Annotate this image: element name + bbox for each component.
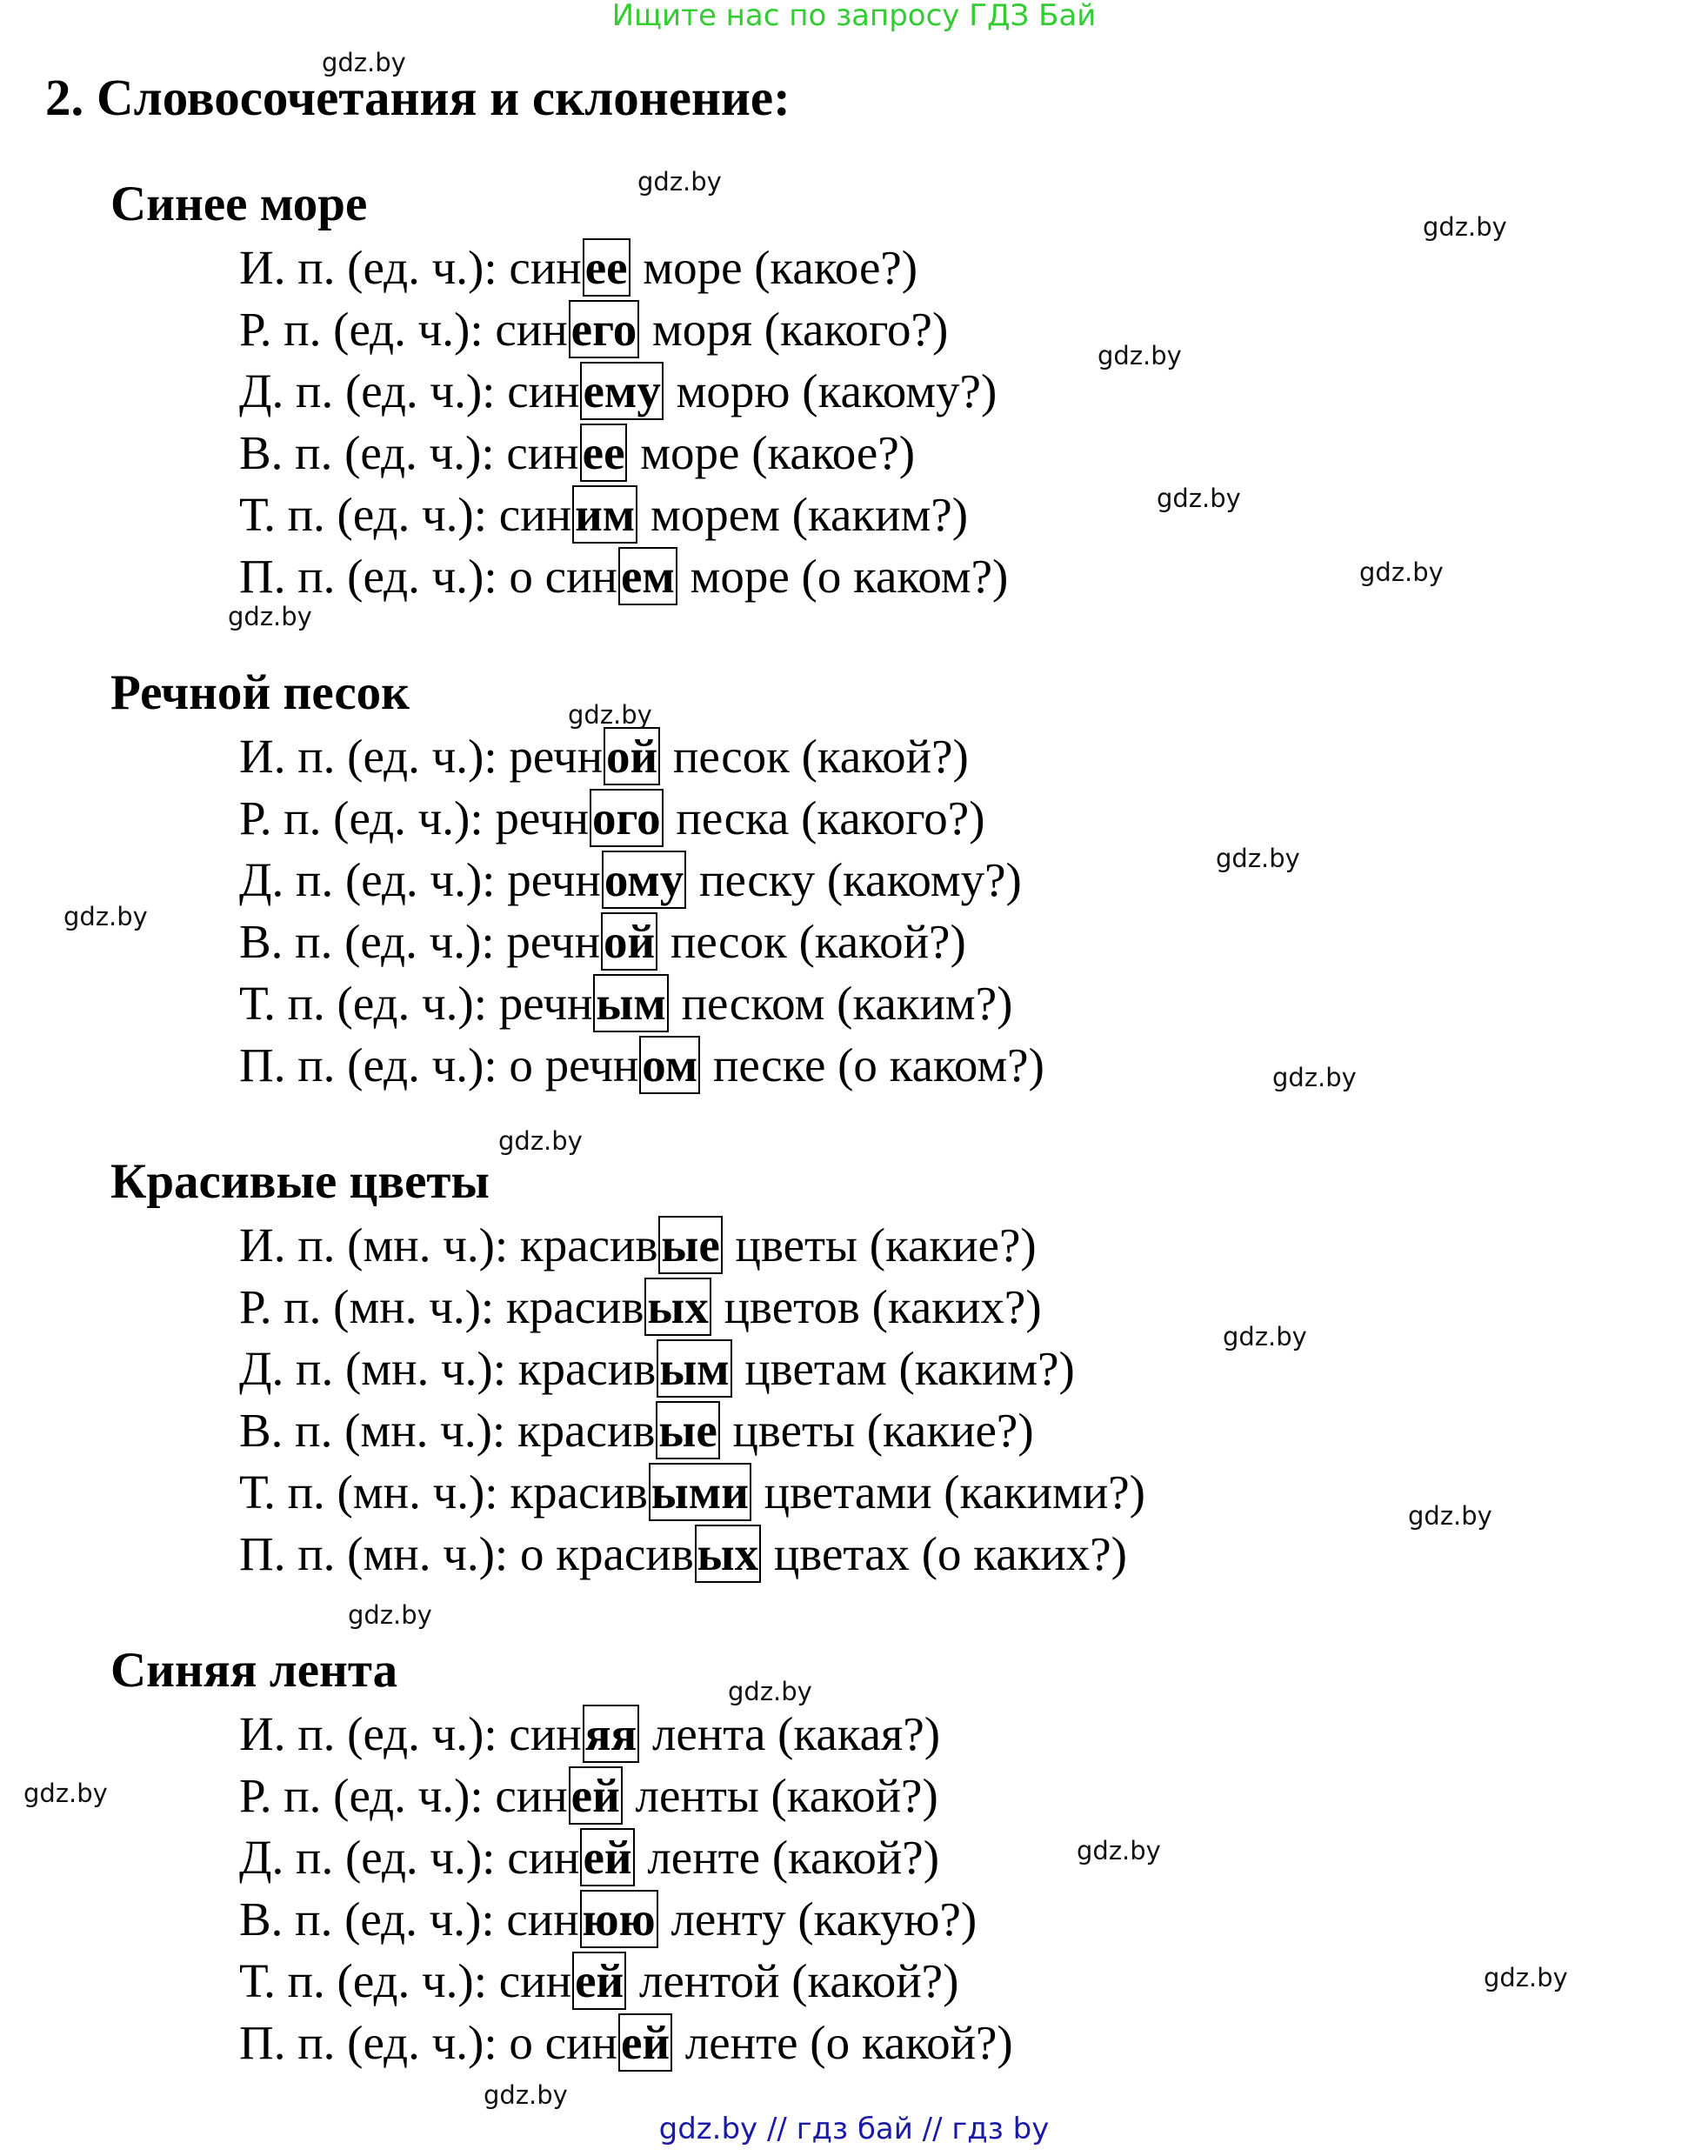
noun-question: цветами (какими?) xyxy=(764,1465,1145,1519)
highlighted-ending: ей xyxy=(572,1952,626,2010)
declension-row xyxy=(239,851,1022,909)
noun-question: песку (какому?) xyxy=(699,853,1022,906)
word-stem: красив xyxy=(505,1280,644,1333)
case-label: П. п. (ед. ч.): xyxy=(239,1038,497,1091)
case-label: Р. п. (мн. ч.): xyxy=(239,1280,495,1333)
case-label: И. п. (ед. ч.): xyxy=(239,730,497,783)
declension-row xyxy=(239,1890,977,1948)
word-stem: о речн xyxy=(509,1038,639,1091)
case-label: И. п. (мн. ч.): xyxy=(239,1218,509,1272)
watermark: gdz.by xyxy=(1408,1501,1492,1531)
watermark: gdz.by xyxy=(1098,341,1182,370)
declension-row xyxy=(239,1525,1127,1583)
highlighted-ending: ым xyxy=(593,974,668,1032)
case-label: Д. п. (ед. ч.): xyxy=(239,364,496,417)
case-label: В. п. (ед. ч.): xyxy=(239,1892,495,1946)
case-label: И. п. (ед. ч.): xyxy=(239,1707,497,1760)
word-stem: син xyxy=(495,1769,568,1822)
page-title: 2. Словосочетания и склонение: xyxy=(45,69,791,126)
case-label: И. п. (ед. ч.): xyxy=(239,241,497,294)
case-label: Д. п. (мн. ч.): xyxy=(239,1342,507,1395)
watermark: gdz.by xyxy=(1157,484,1241,513)
word-stem: речн xyxy=(506,915,601,968)
case-label: Т. п. (ед. ч.): xyxy=(239,977,488,1030)
declension-row xyxy=(239,485,968,544)
highlighted-ending: ей xyxy=(569,1766,623,1825)
watermark: gdz.by xyxy=(1484,1963,1568,1992)
case-label: В. п. (ед. ч.): xyxy=(239,915,495,968)
watermark: gdz.by xyxy=(1359,557,1444,587)
declension-row xyxy=(239,547,1008,605)
highlighted-ending: ого xyxy=(590,789,664,847)
word-stem: син xyxy=(509,1707,582,1760)
case-label: В. п. (ед. ч.): xyxy=(239,426,495,479)
watermark: gdz.by xyxy=(63,902,148,931)
case-label: П. п. (ед. ч.): xyxy=(239,550,497,603)
noun-question: песок (какой?) xyxy=(673,730,969,783)
word-stem: речн xyxy=(495,791,590,844)
highlighted-ending: ой xyxy=(604,727,660,785)
noun-question: море (какое?) xyxy=(643,241,918,294)
highlighted-ending: ому xyxy=(602,851,686,909)
noun-question: цветам (каким?) xyxy=(744,1342,1075,1395)
declension-row xyxy=(239,789,985,847)
highlighted-ending: ые xyxy=(658,1216,722,1274)
footer-links: gdz.by // гдз бай // гдз by xyxy=(658,2112,1050,2146)
highlighted-ending: ом xyxy=(639,1036,700,1094)
declension-row xyxy=(239,974,1012,1032)
noun-question: ленте (о какой?) xyxy=(684,2016,1013,2069)
section-heading: Синяя лента xyxy=(110,1643,398,1698)
case-label: Т. п. (ед. ч.): xyxy=(239,1954,488,2007)
declension-row xyxy=(239,1766,938,1825)
watermark: gdz.by xyxy=(1223,1322,1307,1352)
highlighted-ending: ее xyxy=(580,424,628,482)
highlighted-ending: ые xyxy=(656,1401,719,1459)
case-label: Р. п. (ед. ч.): xyxy=(239,303,484,356)
highlighted-ending: ых xyxy=(644,1278,711,1336)
noun-question: цветы (какие?) xyxy=(732,1404,1034,1457)
declension-row xyxy=(239,727,969,785)
highlighted-ending: ыми xyxy=(649,1463,751,1521)
noun-question: море (о каком?) xyxy=(690,550,1009,603)
case-label: Д. п. (ед. ч.): xyxy=(239,1831,496,1884)
declension-row xyxy=(239,1463,1145,1521)
highlighted-ending: яя xyxy=(583,1705,640,1763)
word-stem: син xyxy=(498,488,572,541)
word-stem: о син xyxy=(509,550,617,603)
highlighted-ending: им xyxy=(572,485,637,544)
case-label: П. п. (мн. ч.): xyxy=(239,1527,509,1580)
noun-question: морем (каким?) xyxy=(650,488,969,541)
section-heading: Синее море xyxy=(110,177,368,231)
watermark: gdz.by xyxy=(484,2080,568,2110)
case-label: Т. п. (мн. ч.): xyxy=(239,1465,498,1519)
declension-row xyxy=(239,1705,940,1763)
section-heading: Красивые цветы xyxy=(110,1154,490,1209)
highlighted-ending: его xyxy=(569,300,640,358)
declension-row xyxy=(239,912,966,971)
declension-row xyxy=(239,424,915,482)
watermark: gdz.by xyxy=(637,167,722,197)
watermark: gdz.by xyxy=(322,48,406,77)
word-stem: син xyxy=(509,241,582,294)
noun-question: цветов (каких?) xyxy=(724,1280,1042,1333)
word-stem: син xyxy=(506,1892,579,1946)
declension-row xyxy=(239,1401,1034,1459)
word-stem: красив xyxy=(519,1218,658,1272)
noun-question: ленты (какой?) xyxy=(635,1769,938,1822)
noun-question: песок (какой?) xyxy=(670,915,966,968)
declension-row xyxy=(239,1828,939,1886)
word-stem: речн xyxy=(498,977,593,1030)
watermark: gdz.by xyxy=(348,1600,432,1630)
noun-question: морю (какому?) xyxy=(676,364,997,417)
watermark: gdz.by xyxy=(1423,212,1507,242)
highlighted-ending: ем xyxy=(618,547,677,605)
watermark: gdz.by xyxy=(498,1126,583,1156)
word-stem: син xyxy=(498,1954,572,2007)
declension-row xyxy=(239,300,948,358)
watermark: gdz.by xyxy=(1077,1836,1161,1866)
declension-row xyxy=(239,1952,958,2010)
word-stem: син xyxy=(495,303,568,356)
watermark: gdz.by xyxy=(228,602,312,631)
highlighted-ending: ее xyxy=(583,238,630,297)
declension-row xyxy=(239,2013,1013,2072)
word-stem: син xyxy=(507,1831,580,1884)
declension-row xyxy=(239,1036,1044,1094)
watermark: gdz.by xyxy=(568,700,652,730)
word-stem: речн xyxy=(507,853,601,906)
highlighted-ending: юю xyxy=(580,1890,658,1948)
declension-row xyxy=(239,238,917,297)
word-stem: красив xyxy=(517,1342,657,1395)
case-label: П. п. (ед. ч.): xyxy=(239,2016,497,2069)
word-stem: красив xyxy=(510,1465,648,1519)
declension-row xyxy=(239,362,997,420)
word-stem: речн xyxy=(509,730,604,783)
noun-question: песком (каким?) xyxy=(681,977,1013,1030)
noun-question: цветы (какие?) xyxy=(735,1218,1037,1272)
noun-question: ленте (какой?) xyxy=(647,1831,940,1884)
noun-question: песка (какого?) xyxy=(676,791,985,844)
section-heading: Речной песок xyxy=(110,665,410,720)
watermark: gdz.by xyxy=(728,1677,812,1706)
highlighted-ending: ей xyxy=(580,1828,634,1886)
highlighted-ending: ых xyxy=(695,1525,761,1583)
word-stem: красив xyxy=(517,1404,656,1457)
noun-question: моря (какого?) xyxy=(651,303,949,356)
case-label: Р. п. (ед. ч.): xyxy=(239,791,484,844)
noun-question: лента (какая?) xyxy=(651,1707,941,1760)
noun-question: песке (о каком?) xyxy=(712,1038,1044,1091)
case-label: В. п. (мн. ч.): xyxy=(239,1404,506,1457)
case-label: Т. п. (ед. ч.): xyxy=(239,488,488,541)
declension-row xyxy=(239,1278,1042,1336)
case-label: Д. п. (ед. ч.): xyxy=(239,853,496,906)
highlighted-ending: ым xyxy=(657,1339,731,1398)
highlighted-ending: ему xyxy=(580,362,663,420)
watermark: gdz.by xyxy=(23,1779,108,1808)
word-stem: син xyxy=(506,426,579,479)
word-stem: син xyxy=(507,364,580,417)
highlighted-ending: ой xyxy=(601,912,657,971)
word-stem: о красив xyxy=(519,1527,694,1580)
highlighted-ending: ей xyxy=(618,2013,672,2072)
word-stem: о син xyxy=(509,2016,617,2069)
watermark: gdz.by xyxy=(1272,1063,1357,1092)
noun-question: цветах (о каких?) xyxy=(773,1527,1127,1580)
noun-question: море (какое?) xyxy=(640,426,916,479)
noun-question: ленту (какую?) xyxy=(671,1892,977,1946)
watermark: gdz.by xyxy=(1216,844,1300,873)
top-banner: Ищите нас по запросу ГДЗ Бай xyxy=(611,0,1097,33)
noun-question: лентой (какой?) xyxy=(638,1954,959,2007)
declension-row xyxy=(239,1339,1075,1398)
case-label: Р. п. (ед. ч.): xyxy=(239,1769,484,1822)
declension-row xyxy=(239,1216,1037,1274)
